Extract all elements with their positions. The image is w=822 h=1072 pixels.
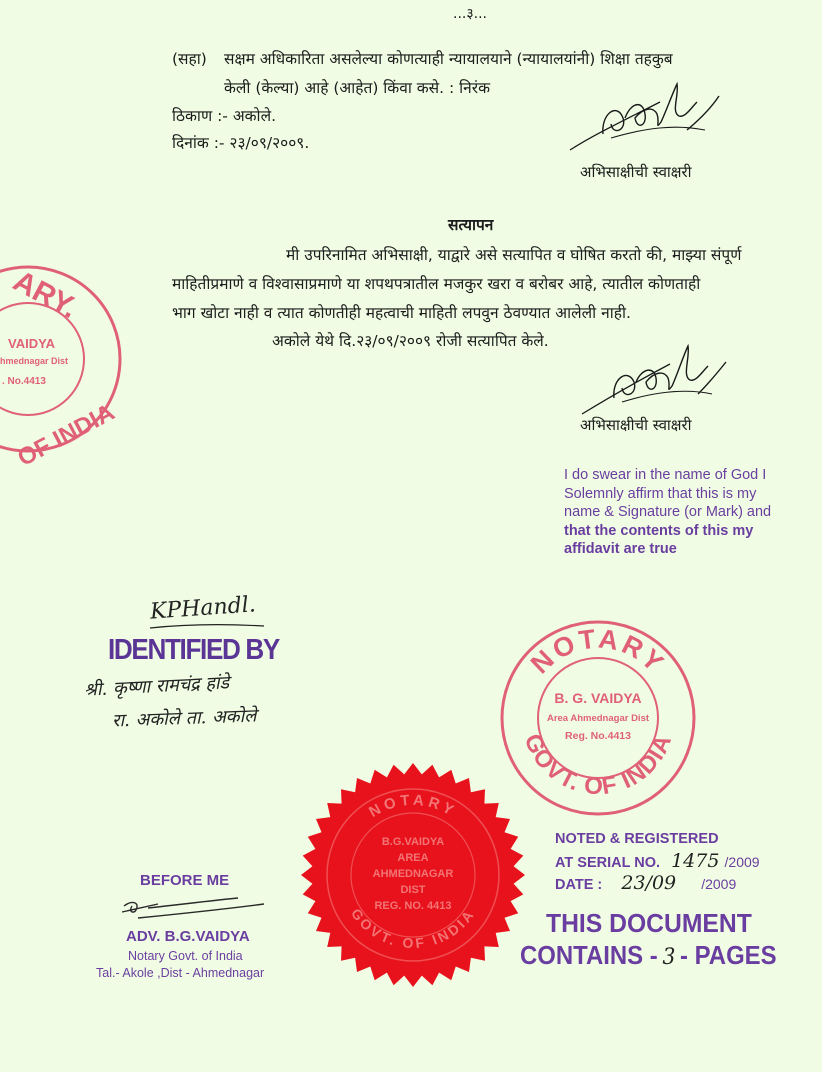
clause-prefix: (सहा): [172, 50, 207, 68]
oath-line-4: that the contents of this my: [564, 522, 754, 539]
verification-line-4: अकोले येथे दि.२३/०९/२००९ रोजी सत्यापित केले.: [272, 332, 549, 350]
red-seal-line-5: REG. NO. 4413: [374, 900, 452, 912]
oath-line-5: affidavit are true: [564, 541, 677, 557]
svg-text:NOTARY: [525, 623, 671, 679]
seal-right-name: B. G. VAIDYA: [554, 690, 642, 706]
notary-seal-right: [498, 618, 698, 818]
serial-label: AT SERIAL NO.: [555, 855, 660, 871]
verification-line-2: माहितीप्रमाणे व विश्वासाप्रमाणे या शपथपत्रातील मजकुर खरा व बरोबर आहे, त्यातील कोणताही: [172, 275, 701, 293]
red-seal: [298, 760, 528, 990]
identified-by-line-2: रा. अकोले ता. अकोले: [111, 705, 257, 732]
page-count-line-2: [520, 940, 777, 971]
page-count-number: 3: [662, 945, 676, 970]
identified-by-title: IDENTIFIED BY: [108, 634, 279, 666]
red-seal-line-2: AREA: [397, 852, 429, 864]
red-seal-ring-top: NOTARY: [366, 791, 460, 821]
signature-caption-1: अभिसाक्षीची स्वाक्षरी: [580, 163, 692, 181]
registration-serial-row: [555, 850, 760, 872]
before-me-title: BEFORE ME: [140, 872, 230, 889]
seal-left-top: ARY.: [7, 264, 83, 326]
verification-heading: सत्यापन: [448, 216, 494, 234]
oath-line-2: Solemnly affirm that this is my: [564, 485, 757, 502]
clause-line-2: केली (केल्या) आहे (आहेत) किंवा कसे. : निरंक: [224, 79, 491, 97]
deponent-signature-1: [565, 72, 725, 157]
serial-year: /2009: [724, 854, 760, 870]
red-seal-line-3: AHMEDNAGAR: [372, 868, 454, 880]
witness-signature: KPHandl.: [149, 592, 257, 625]
seal-left-reg: . No.4413: [2, 376, 46, 387]
witness-signature-underline: [148, 622, 268, 632]
date-label: DATE :: [555, 877, 603, 893]
seal-right-reg: Reg. No.4413: [565, 730, 631, 742]
oath-line-1: I do swear in the name of God I: [564, 467, 767, 483]
page-marker: ...३...: [453, 6, 487, 22]
date-value: 23/09: [621, 872, 677, 894]
registration-date-row: [555, 872, 736, 894]
before-me-designation: Notary Govt. of India: [128, 949, 243, 963]
before-me-name: ADV. B.G.VAIDYA: [126, 928, 250, 945]
page-count-prefix: CONTAINS -: [520, 940, 658, 970]
red-seal-line-4: DIST: [400, 884, 426, 896]
identified-by-line-1: श्री. कृष्णा रामचंद्र हांडे: [83, 672, 230, 701]
signature-caption-2: अभिसाक्षीची स्वाक्षरी: [580, 416, 692, 434]
page-count-suffix: - PAGES: [680, 940, 777, 970]
red-seal-ring-bottom: GOVT. OF INDIA: [347, 905, 479, 952]
date: दिनांक :- २३/०९/२००९.: [172, 134, 310, 152]
place: ठिकाण :- अकोले.: [172, 107, 277, 125]
notary-signature: [118, 892, 268, 922]
date-year: /2009: [701, 876, 737, 892]
seal-left-area: hmednagar Dist: [0, 356, 69, 366]
oath-stamp: [564, 466, 771, 559]
seal-right-top: NOTARY: [524, 623, 672, 680]
oath-line-3: name & Signature (or Mark) and: [564, 504, 772, 520]
seal-left-bottom: OF INDIA: [13, 398, 119, 472]
before-me-location: Tal.- Akole ,Dist - Ahmednagar: [96, 966, 265, 980]
deponent-signature-2: [580, 338, 730, 418]
page-count-line-1: THIS DOCUMENT: [546, 908, 752, 938]
notary-seal-left: [0, 262, 125, 472]
red-seal-line-1: B.G.VAIDYA: [381, 836, 445, 848]
verification-line-3: भाग खोटा नाही व त्यात कोणतीही महत्वाची माहिती लपवुन ठेवण्यात आलेली नाही.: [172, 304, 631, 322]
seal-left-name: VAIDYA: [8, 336, 55, 351]
serial-value: 1475: [671, 850, 720, 872]
registration-heading: NOTED & REGISTERED: [555, 831, 719, 847]
seal-right-area: Area Ahmednagar Dist: [546, 713, 650, 724]
seal-right-bottom: GOVT. OF INDIA: [518, 730, 678, 801]
verification-line-1: मी उपरिनामित अभिसाक्षी, याद्वारे असे सत्यापित व घोषित करतो की, माझ्या संपूर्ण: [286, 246, 742, 264]
clause-line-1: सक्षम अधिकारिता असलेल्या कोणत्याही न्यायालयाने (न्यायालयांनी) शिक्षा तहकुब: [224, 50, 673, 68]
